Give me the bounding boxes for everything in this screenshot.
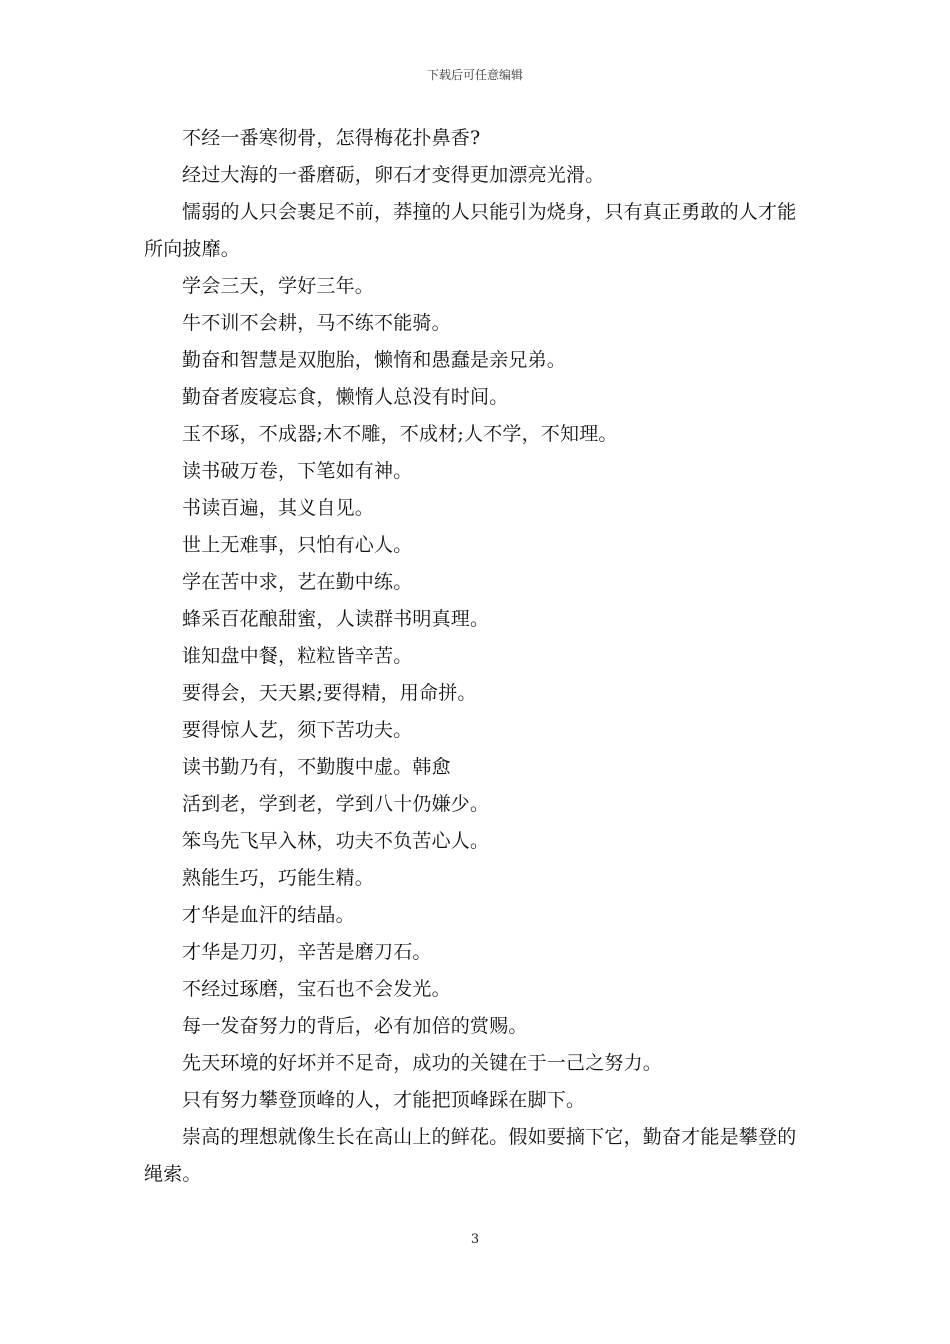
paragraph: 学会三天，学好三年。	[182, 275, 375, 297]
paragraph: 懦弱的人只会裹足不前，莽撞的人只能引为烧身，只有真正勇敢的人才能所向披靡。	[144, 201, 797, 260]
paragraph: 牛不训不会耕，马不练不能骑。	[182, 312, 451, 334]
paragraph: 书读百遍，其义自见。	[182, 497, 375, 519]
paragraph: 要得惊人艺，须下苦功夫。	[182, 719, 413, 741]
paragraph: 笨鸟先飞早入林，功夫不负苦心人。	[182, 830, 490, 852]
paragraph: 不经过琢磨，宝石也不会发光。	[182, 978, 451, 1000]
paragraph: 读书勤乃有，不勤腹中虚。韩愈	[182, 756, 451, 778]
paragraph: 崇高的理想就像生长在高山上的鲜花。假如要摘下它，勤奋才能是攀登的绳索。	[144, 1126, 797, 1185]
paragraph: 学在苦中求，艺在勤中练。	[182, 571, 413, 593]
page-number: 3	[470, 1232, 480, 1247]
paragraph: 熟能生巧，巧能生精。	[182, 867, 375, 889]
paragraph: 才华是刀刃，辛苦是磨刀石。	[182, 941, 432, 963]
paragraph: 谁知盘中餐，粒粒皆辛苦。	[182, 645, 413, 667]
paragraph: 世上无难事，只怕有心人。	[182, 534, 413, 556]
paragraph: 每一发奋努力的背后，必有加倍的赏赐。	[182, 1015, 528, 1037]
paragraph: 读书破万卷，下笔如有神。	[182, 460, 413, 482]
paragraph: 勤奋者废寝忘食，懒惰人总没有时间。	[182, 386, 509, 408]
page-header: 下载后可任意编辑	[426, 68, 523, 82]
paragraph: 才华是血汗的结晶。	[182, 904, 355, 926]
paragraph: 蜂采百花酿甜蜜，人读群书明真理。	[182, 608, 490, 630]
paragraph: 经过大海的一番磨砺，卵石才变得更加漂亮光滑。	[182, 164, 605, 186]
paragraph: 勤奋和智慧是双胞胎，懒惰和愚蠢是亲兄弟。	[182, 349, 567, 371]
paragraph: 不经一番寒彻骨，怎得梅花扑鼻香?	[182, 127, 481, 149]
paragraph: 要得会，天天累;要得精，用命拼。	[182, 682, 477, 704]
paragraph: 先天环境的好坏并不足奇，成功的关键在于一己之努力。	[182, 1052, 663, 1074]
paragraph: 活到老，学到老，学到八十仍嫌少。	[182, 793, 490, 815]
paragraph: 只有努力攀登顶峰的人，才能把顶峰踩在脚下。	[182, 1089, 586, 1111]
document-body	[144, 120, 809, 1193]
paragraph: 玉不琢，不成器;木不雕，不成材;人不学，不知理。	[182, 423, 618, 445]
